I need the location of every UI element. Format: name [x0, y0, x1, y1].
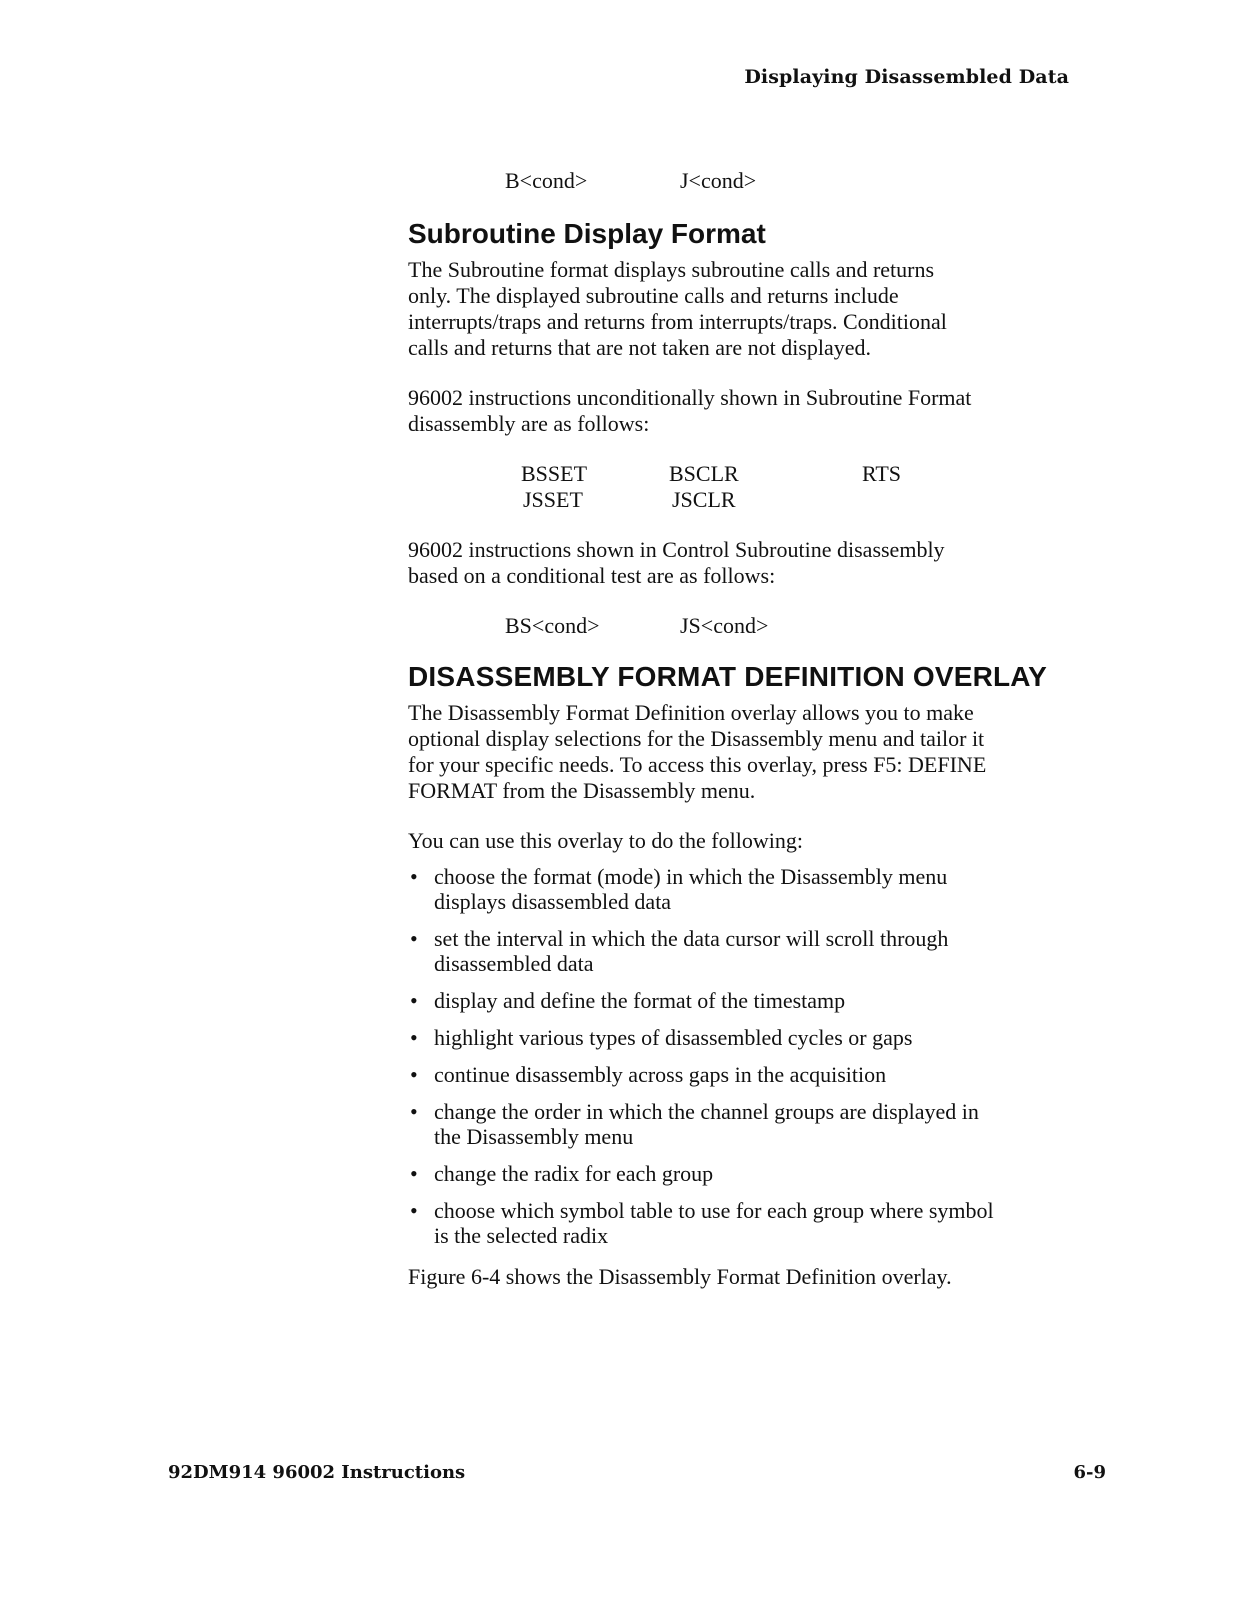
list-item	[408, 1099, 1088, 1149]
instruction-row-top	[408, 168, 1088, 194]
instruction-mnemonic: J<cond>	[680, 168, 757, 193]
text-line: highlight various types of disassembled cycles or gaps	[434, 1025, 913, 1050]
text-line: calls and returns that are not taken are not displayed.	[408, 335, 872, 360]
overlay-paragraph	[408, 700, 1088, 804]
overlay-feature-list	[408, 864, 1088, 1248]
list-item	[408, 926, 1088, 976]
footer-manual-title: 92DM914 96002 Instructions	[168, 1462, 466, 1483]
page-content	[408, 168, 1088, 1290]
footer-page-number: 6-9	[1073, 1462, 1106, 1483]
bullet-icon: •	[410, 864, 418, 889]
unconditional-instruction-table	[408, 461, 1088, 513]
instruction-row	[408, 461, 1088, 487]
instruction-mnemonic: JSCLR	[672, 487, 736, 512]
text-line: FORMAT from the Disassembly menu.	[408, 778, 756, 803]
section-heading-overlay: DISASSEMBLY FORMAT DEFINITION OVERLAY	[408, 661, 1048, 692]
bullet-icon: •	[410, 988, 418, 1013]
text-line: display and define the format of the timestamp	[434, 988, 846, 1013]
list-item	[408, 1161, 1088, 1186]
instruction-mnemonic: BSSET	[521, 461, 588, 486]
overlay-intro: You can use this overlay to do the following:	[408, 828, 803, 853]
instruction-mnemonic: JSSET	[523, 487, 583, 512]
text-line: choose the format (mode) in which the Disassembly menu	[434, 864, 948, 889]
instruction-mnemonic: BSCLR	[669, 461, 739, 486]
subroutine-paragraph	[408, 257, 1088, 361]
text-line: 96002 instructions unconditionally shown in Subroutine Format	[408, 385, 972, 410]
text-line: change the radix for each group	[434, 1161, 714, 1186]
list-item	[408, 1025, 1088, 1050]
text-line: displays disassembled data	[434, 889, 672, 914]
text-line: for your specific needs. To access this overlay, press F5: DEFINE	[408, 752, 987, 777]
text-line: continue disassembly across gaps in the acquisition	[434, 1062, 887, 1087]
text-line: The Subroutine format displays subroutine calls and returns	[408, 257, 935, 282]
text-line: interrupts/traps and returns from interrupts/traps. Conditional	[408, 309, 947, 334]
instruction-mnemonic: RTS	[862, 461, 902, 486]
instruction-mnemonic: JS<cond>	[680, 613, 769, 638]
text-line: 96002 instructions shown in Control Subroutine disassembly	[408, 537, 945, 562]
text-line: the Disassembly menu	[434, 1124, 634, 1149]
bullet-icon: •	[410, 1161, 418, 1186]
instruction-mnemonic: BS<cond>	[505, 613, 600, 638]
text-line: is the selected radix	[434, 1223, 609, 1248]
text-line: The Disassembly Format Definition overlay allows you to make	[408, 700, 974, 725]
conditional-instruction-row	[408, 613, 1088, 639]
list-item	[408, 864, 1088, 914]
text-line: set the interval in which the data cursor will scroll through	[434, 926, 949, 951]
text-line: optional display selections for the Disassembly menu and tailor it	[408, 726, 985, 751]
unconditional-intro-paragraph	[408, 385, 1088, 437]
list-item	[408, 988, 1088, 1013]
list-item	[408, 1062, 1088, 1087]
instruction-row	[408, 487, 1088, 513]
bullet-icon: •	[410, 1099, 418, 1124]
text-line: change the order in which the channel groups are displayed in	[434, 1099, 979, 1124]
bullet-icon: •	[410, 1025, 418, 1050]
figure-reference: Figure 6-4 shows the Disassembly Format Definition overlay.	[408, 1264, 952, 1289]
text-line: disassembled data	[434, 951, 594, 976]
instruction-mnemonic: B<cond>	[505, 168, 588, 193]
bullet-icon: •	[410, 926, 418, 951]
conditional-intro-paragraph	[408, 537, 1088, 589]
section-heading-subroutine: Subroutine Display Format	[408, 218, 766, 249]
text-line: only. The displayed subroutine calls and returns include	[408, 283, 899, 308]
running-header: Displaying Disassembled Data	[744, 66, 1069, 88]
text-line: choose which symbol table to use for each group where symbol	[434, 1198, 994, 1223]
bullet-icon: •	[410, 1198, 418, 1223]
list-item	[408, 1198, 1088, 1248]
bullet-icon: •	[410, 1062, 418, 1087]
text-line: disassembly are as follows:	[408, 411, 650, 436]
text-line: based on a conditional test are as follows:	[408, 563, 776, 588]
